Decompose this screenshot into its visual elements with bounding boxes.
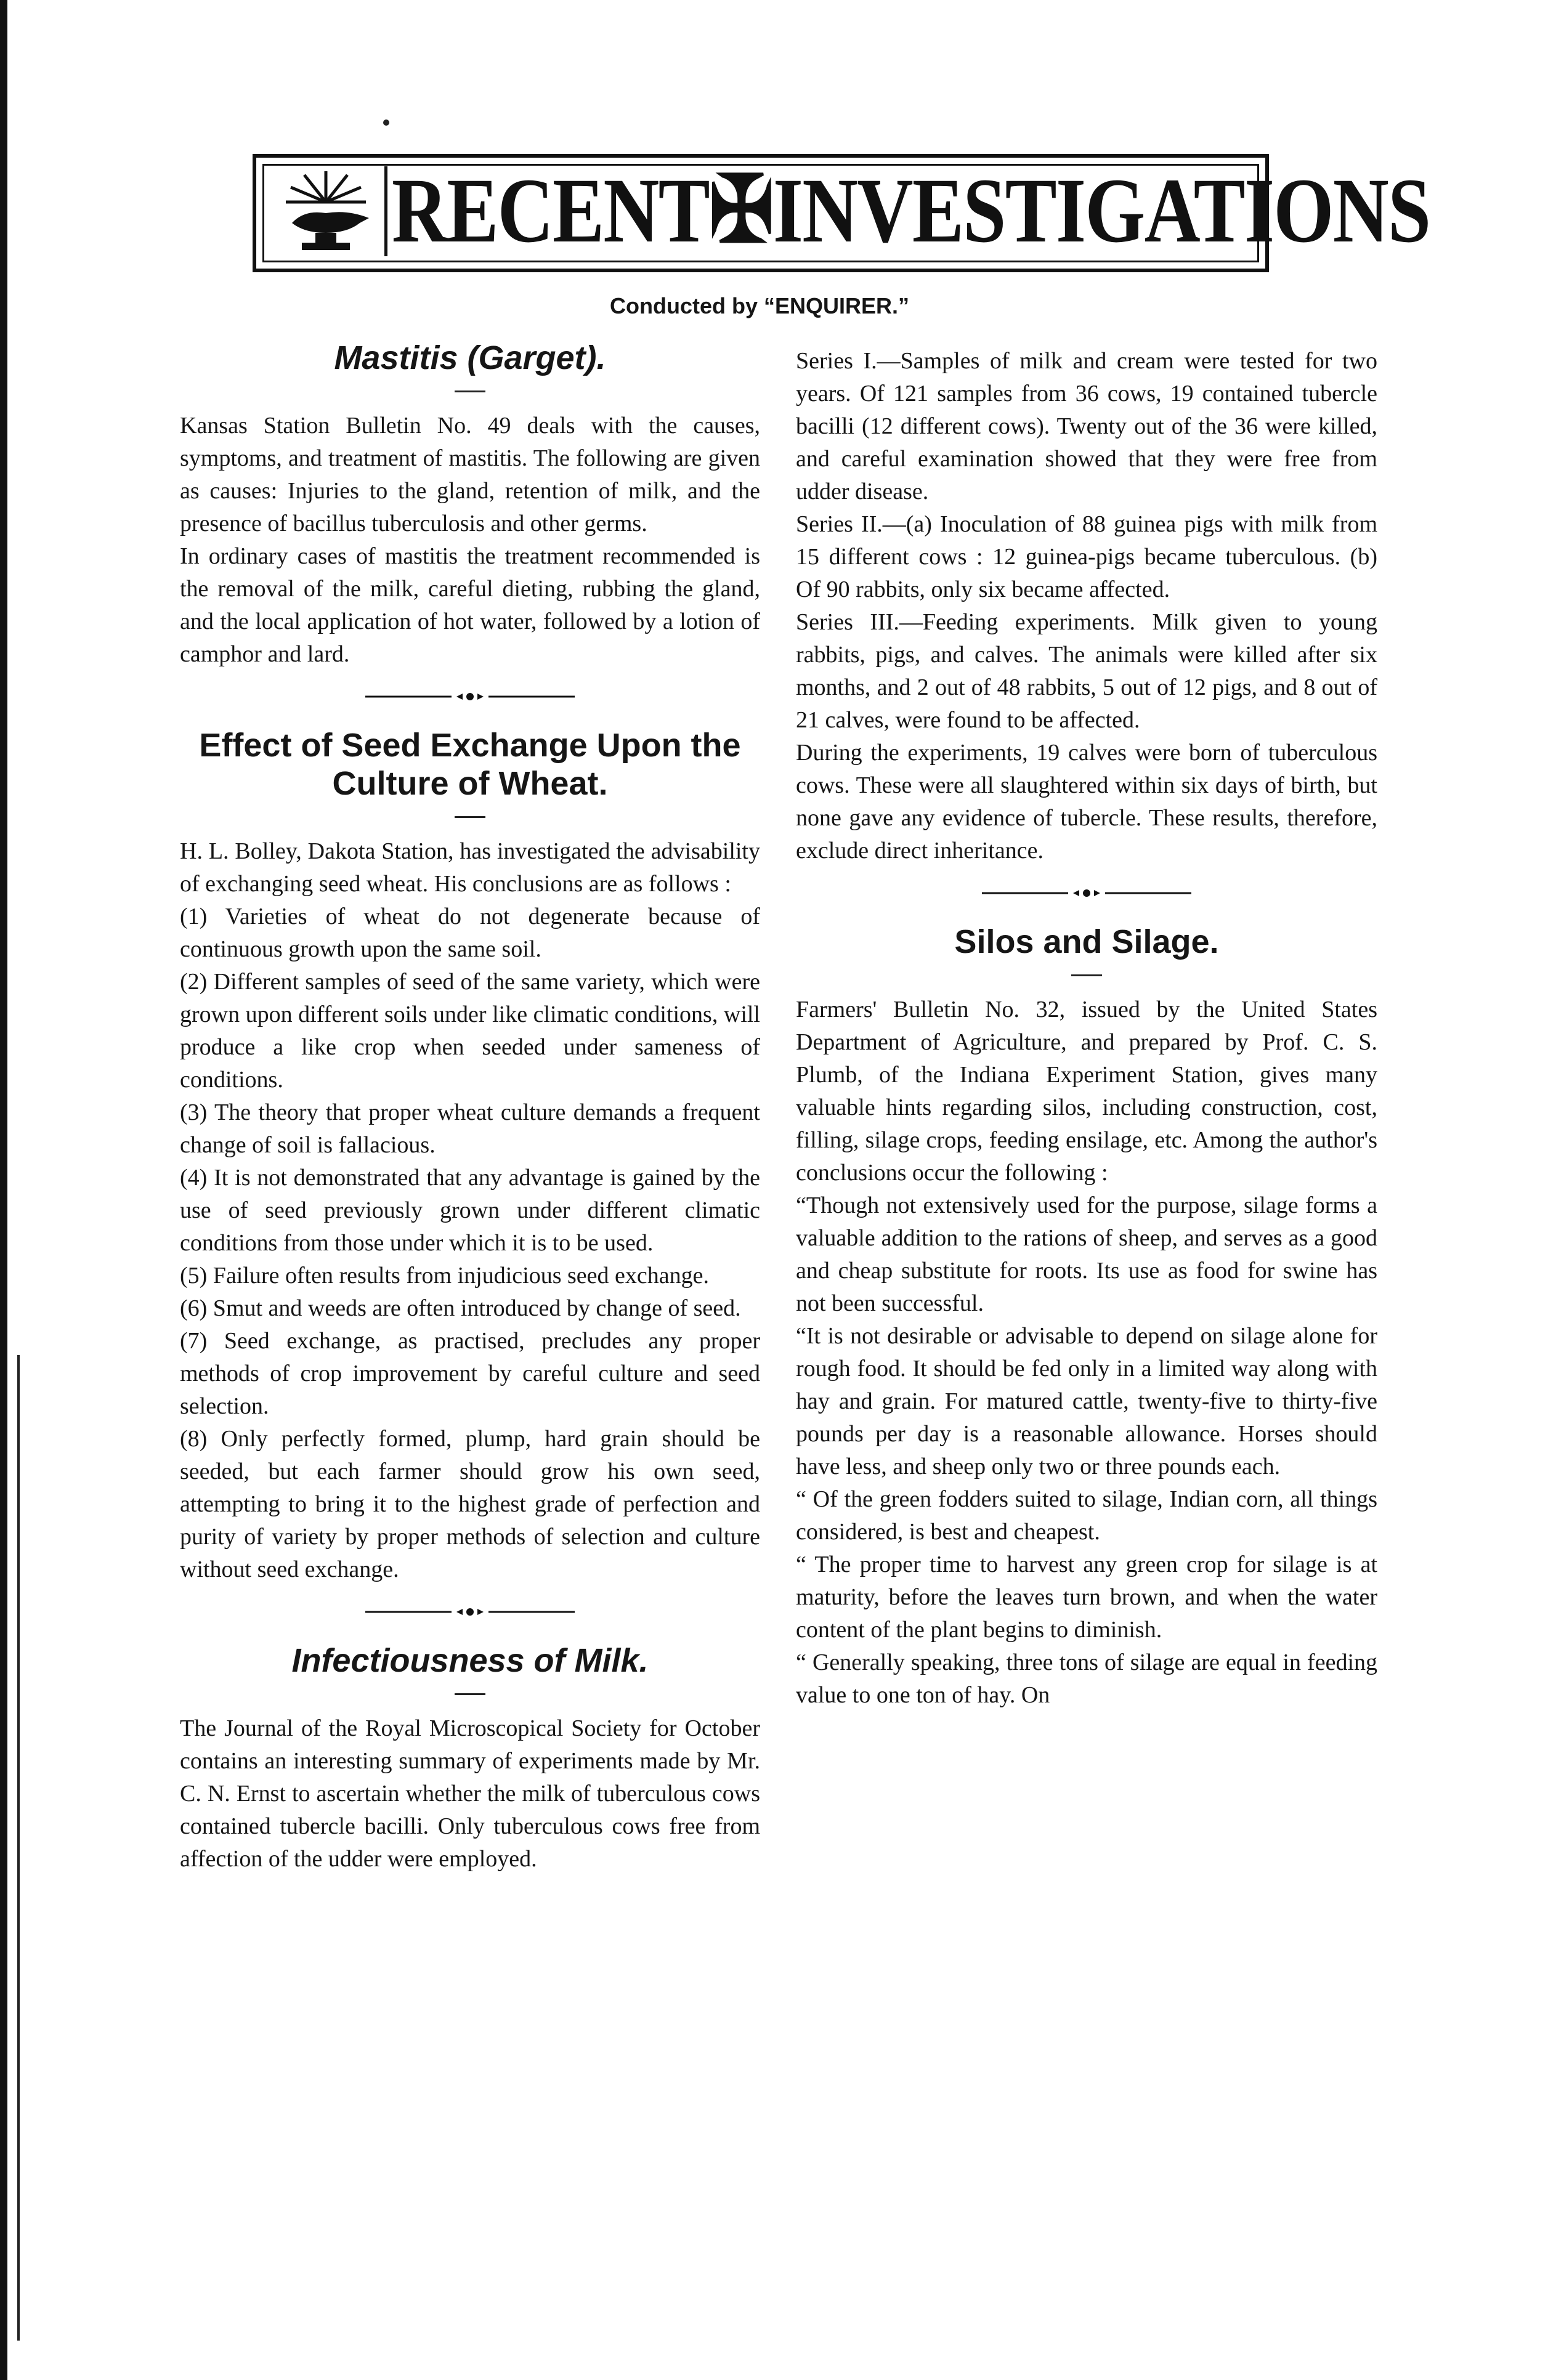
paragraph: (2) Different samples of seed of the same variety, which were grown upon different soils under like climatic conditions, will produce a like crop when seeded under sameness of conditions. bbox=[180, 969, 760, 1093]
paragraph: In ordinary cases of mastitis the treatment recommended is the removal of the milk, careful dieting, rubbing the gland, and the local application of hot water, followed by a lotion of camphor and lard. bbox=[180, 543, 760, 667]
paragraph: Series III.—Feeding experiments. Milk given to young rabbits, pigs, and calves. The animals were killed after six months, and 2 out of 48 rabbits, 5 out of 12 pigs, and 8 out of 21 calves, were found to be affected. bbox=[796, 609, 1377, 733]
paragraph: Kansas Station Bulletin No. 49 deals with the causes, symptoms, and treatment of mastitis. The following are given as causes: Injuries to the gland, retention of milk, and the presence of bacillus tuberculosis and other germs. bbox=[180, 413, 760, 536]
paragraph: (3) The theory that proper wheat culture demands a frequent change of soil is fallacious. bbox=[180, 1099, 760, 1158]
paragraph: (6) Smut and weeds are often introduced by change of seed. bbox=[180, 1295, 741, 1321]
paragraph: “ Of the green fodders suited to silage, Indian corn, all things considered, is best and cheapest. bbox=[796, 1486, 1377, 1545]
banner-title: RECENT✠INVESTIGATIONS bbox=[392, 160, 1430, 262]
section-title-mastitis: Mastitis (Garget). bbox=[334, 339, 606, 376]
paragraph: “ The proper time to harvest any green crop for silage is at maturity, before the leaves turn brown, and when the water content of the plant begins to diminish. bbox=[796, 1552, 1377, 1643]
title-rule bbox=[1071, 974, 1102, 976]
title-rule bbox=[455, 1693, 485, 1695]
paragraph: H. L. Bolley, Dakota Station, has investigated the advisability of exchanging seed wheat. His conclusions are as follows : bbox=[180, 838, 760, 897]
paragraph: “Though not extensively used for the purpose, silage forms a valuable addition to the rations of sheep, and serves as a good and cheap substitute for roots. Its use as food for swine has not been successful. bbox=[796, 1192, 1377, 1316]
right-column bbox=[796, 345, 1377, 1712]
paragraph: “ Generally speaking, three tons of silage are equal in feeding value to one ton of hay. On bbox=[796, 1649, 1377, 1708]
paragraph: Series II.—(a) Inoculation of 88 guinea pigs with milk from 15 different cows : 12 guinea-pigs became tuberculous. (b) Of 90 rabbits, only six became affected. bbox=[796, 511, 1377, 602]
paragraph: (1) Varieties of wheat do not degenerate because of continuous growth upon the same soil. bbox=[180, 904, 760, 962]
paragraph: (4) It is not demonstrated that any advantage is gained by the use of seed previously grown under different climatic conditions from those under which it is to be used. bbox=[180, 1165, 760, 1256]
print-speck bbox=[383, 119, 389, 126]
section-title-silos: Silos and Silage. bbox=[954, 923, 1219, 960]
section-separator bbox=[365, 1607, 575, 1617]
byline: Conducted by “ENQUIRER.” bbox=[610, 293, 910, 318]
title-rule bbox=[455, 816, 485, 818]
paragraph: “It is not desirable or advisable to depend on silage alone for rough food. It should be fed only in a limited way along with hay and grain. For matured cattle, twenty-five to thirty-five pounds per day is a reasonable allowance. Horses should have less, and sheep only two or three pounds each. bbox=[796, 1323, 1377, 1479]
paragraph: Farmers' Bulletin No. 32, issued by the United States Department of Agriculture, and prepared by Prof. C. S. Plumb, of the Indiana Experiment Station, gives many valuable hints regarding silos, including construction, cost, filling, silage crops, feeding ensilage, etc. Among the author's conclusions occur the following : bbox=[796, 997, 1377, 1186]
page-edge-shadow bbox=[0, 0, 7, 2380]
paragraph: During the experiments, 19 calves were born of tuberculous cows. These were all slaughtered within six days of birth, but none gave any evidence of tubercle. These results, therefore, exclude direct inheritance. bbox=[796, 740, 1377, 864]
title-rule bbox=[455, 391, 485, 392]
section-title-infectiousness: Infectiousness of Milk. bbox=[291, 1642, 649, 1679]
paragraph: (8) Only perfectly formed, plump, hard grain should be seeded, but each farmer should grow his own seed, attempting to bring it to the highest grade of perfection and purity of variety by proper methods of selection and culture without seed exchange. bbox=[180, 1426, 760, 1582]
lamp-icon bbox=[267, 166, 387, 256]
header-banner bbox=[253, 154, 1430, 272]
paragraph: The Journal of the Royal Microscopical Society for October contains an interesting summary of experiments made by Mr. C. N. Ernst to ascertain whether the milk of tuberculous cows contained tubercle bacilli. Only tuberculous cows free from affection of the udder were employed. bbox=[180, 1715, 760, 1872]
paragraph: Series I.—Samples of milk and cream were tested for two years. Of 121 samples from 36 cows, 19 contained tubercle bacilli (12 different cows). Twenty out of the 36 were killed, and careful examination showed that they were free from udder disease. bbox=[796, 348, 1377, 504]
section-separator bbox=[365, 692, 575, 702]
paragraph: (5) Failure often results from injudicious seed exchange. bbox=[180, 1263, 709, 1289]
page-edge-line bbox=[17, 1355, 20, 2341]
paragraph: (7) Seed exchange, as practised, precludes any proper methods of crop improvement by careful culture and seed selection. bbox=[180, 1328, 760, 1419]
section-title-seed-exchange: Effect of Seed Exchange Upon the Culture of Wheat. bbox=[199, 727, 741, 802]
left-column bbox=[180, 339, 760, 1876]
section-separator bbox=[982, 888, 1191, 898]
